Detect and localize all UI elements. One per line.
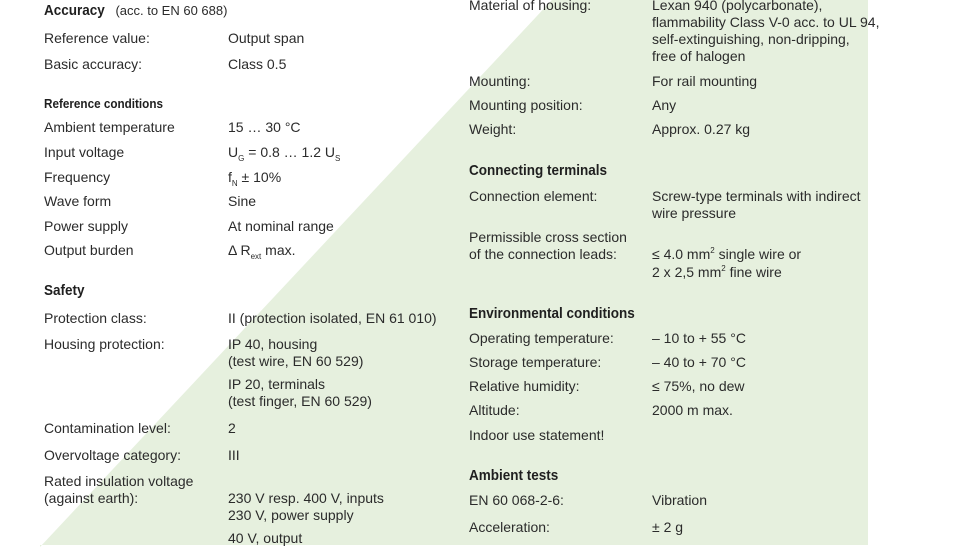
mounting-position: Any: [652, 97, 677, 113]
connection-element-line1: Screw-type terminals with indirect: [652, 188, 861, 204]
environmental-conditions-heading: Environmental conditions: [469, 305, 635, 322]
material-line1: Lexan 940 (polycarbonate),: [652, 0, 823, 13]
housing-protection-label: Housing protection:: [44, 336, 165, 352]
mounting: For rail mounting: [652, 73, 758, 89]
cross-section-line2: 2 x 2,5 $mm^2$ fine wire: [652, 264, 782, 280]
basic-accuracy: Class 0.5: [228, 56, 287, 72]
ambient-temperature-label: Ambient temperature: [44, 119, 175, 135]
housing-protection-line3: IP 20, terminals: [228, 376, 326, 392]
wave-form-label: Wave form: [44, 193, 112, 209]
insulation-voltage-label-2: (against earth):: [44, 490, 139, 506]
mounting-position-label: Mounting position:: [469, 97, 583, 113]
vibration-test-value: Vibration: [652, 492, 708, 508]
indoor-use-statement: Indoor use statement!: [469, 427, 605, 443]
accuracy-heading-note: (acc. to EN 60 688): [115, 3, 228, 18]
power-supply: At nominal range: [228, 218, 334, 234]
ambient-tests-heading: Ambient tests: [469, 467, 559, 484]
output-burden-label: Output burden: [44, 242, 134, 258]
connection-element-line2: wire pressure: [652, 205, 737, 221]
weight-label: Weight:: [469, 121, 517, 137]
acceleration: ± 2 g: [652, 519, 684, 535]
connection-element-label: Connection element:: [469, 188, 598, 204]
material-line4: free of halogen: [652, 48, 746, 64]
reference-value-label: Reference value:: [44, 30, 150, 46]
basic-accuracy-label: Basic accuracy:: [44, 56, 143, 72]
cross-section-line1: ≤ 4.0 $mm^2$ single wire or: [652, 246, 802, 262]
weight: Approx. 0.27 kg: [652, 121, 751, 137]
vibration-test-label: EN 60 068-2-6:: [469, 492, 564, 508]
reference-value: Output span: [228, 30, 305, 46]
mounting-label: Mounting:: [469, 73, 531, 89]
accuracy-heading-row: [44, 2, 227, 19]
insulation-voltage-3: 40 V, output: [228, 530, 303, 546]
housing-protection-line4: (test finger, EN 60 529): [228, 393, 372, 409]
protection-class: II (protection isolated, EN 61 010): [228, 310, 437, 326]
storage-temperature-label: Storage temperature:: [469, 354, 602, 370]
wave-form: Sine: [228, 193, 257, 209]
contamination-level: 2: [228, 420, 236, 436]
altitude-label: Altitude:: [469, 402, 520, 418]
relative-humidity-label: Relative humidity:: [469, 378, 580, 394]
material-line2: flammability Class V-0 acc. to UL 94,: [652, 14, 880, 30]
storage-temperature: – 40 to + 70 °C: [652, 354, 746, 370]
power-supply-label: Power supply: [44, 218, 129, 234]
frequency-label: Frequency: [44, 169, 111, 185]
insulation-voltage-label-1: Rated insulation voltage: [44, 473, 194, 489]
housing-protection-line1: IP 40, housing: [228, 336, 318, 352]
altitude: 2000 m max.: [652, 402, 733, 418]
accuracy-heading: Accuracy: [44, 2, 105, 19]
safety-heading: Safety: [44, 282, 85, 299]
reference-conditions-heading: Reference conditions: [44, 96, 163, 111]
protection-class-label: Protection class:: [44, 310, 147, 326]
input-voltage: $U_G = 0.8$ … 1.2 $U_S$: [228, 144, 341, 163]
input-voltage-label: Input voltage: [44, 144, 125, 160]
material-of-housing-label: Material of housing:: [469, 0, 592, 13]
acceleration-label: Acceleration:: [469, 519, 550, 535]
operating-temperature-label: Operating temperature:: [469, 330, 614, 346]
insulation-voltage-2: 230 V, power supply: [228, 507, 354, 523]
insulation-voltage-1: 230 V resp. 400 V, inputs: [228, 490, 384, 506]
connecting-terminals-heading: Connecting terminals: [469, 162, 608, 179]
relative-humidity: ≤ 75%, no dew: [652, 378, 745, 394]
cross-section-label-2: of the connection leads:: [469, 246, 617, 262]
contamination-level-label: Contamination level:: [44, 420, 171, 436]
frequency: $f_N \pm 10\%$: [228, 169, 282, 188]
output-burden: Δ $R_{ext}$ max.: [228, 242, 296, 261]
operating-temperature: – 10 to + 55 °C: [652, 330, 746, 346]
overvoltage-category-label: Overvoltage category:: [44, 447, 181, 463]
cross-section-label-1: Permissible cross section: [469, 229, 627, 245]
overvoltage-category: III: [228, 447, 240, 463]
housing-protection-line2: (test wire, EN 60 529): [228, 353, 364, 369]
ambient-temperature: 15 … 30 °C: [228, 119, 301, 135]
material-line3: self-extinguishing, non-dripping,: [652, 31, 850, 47]
